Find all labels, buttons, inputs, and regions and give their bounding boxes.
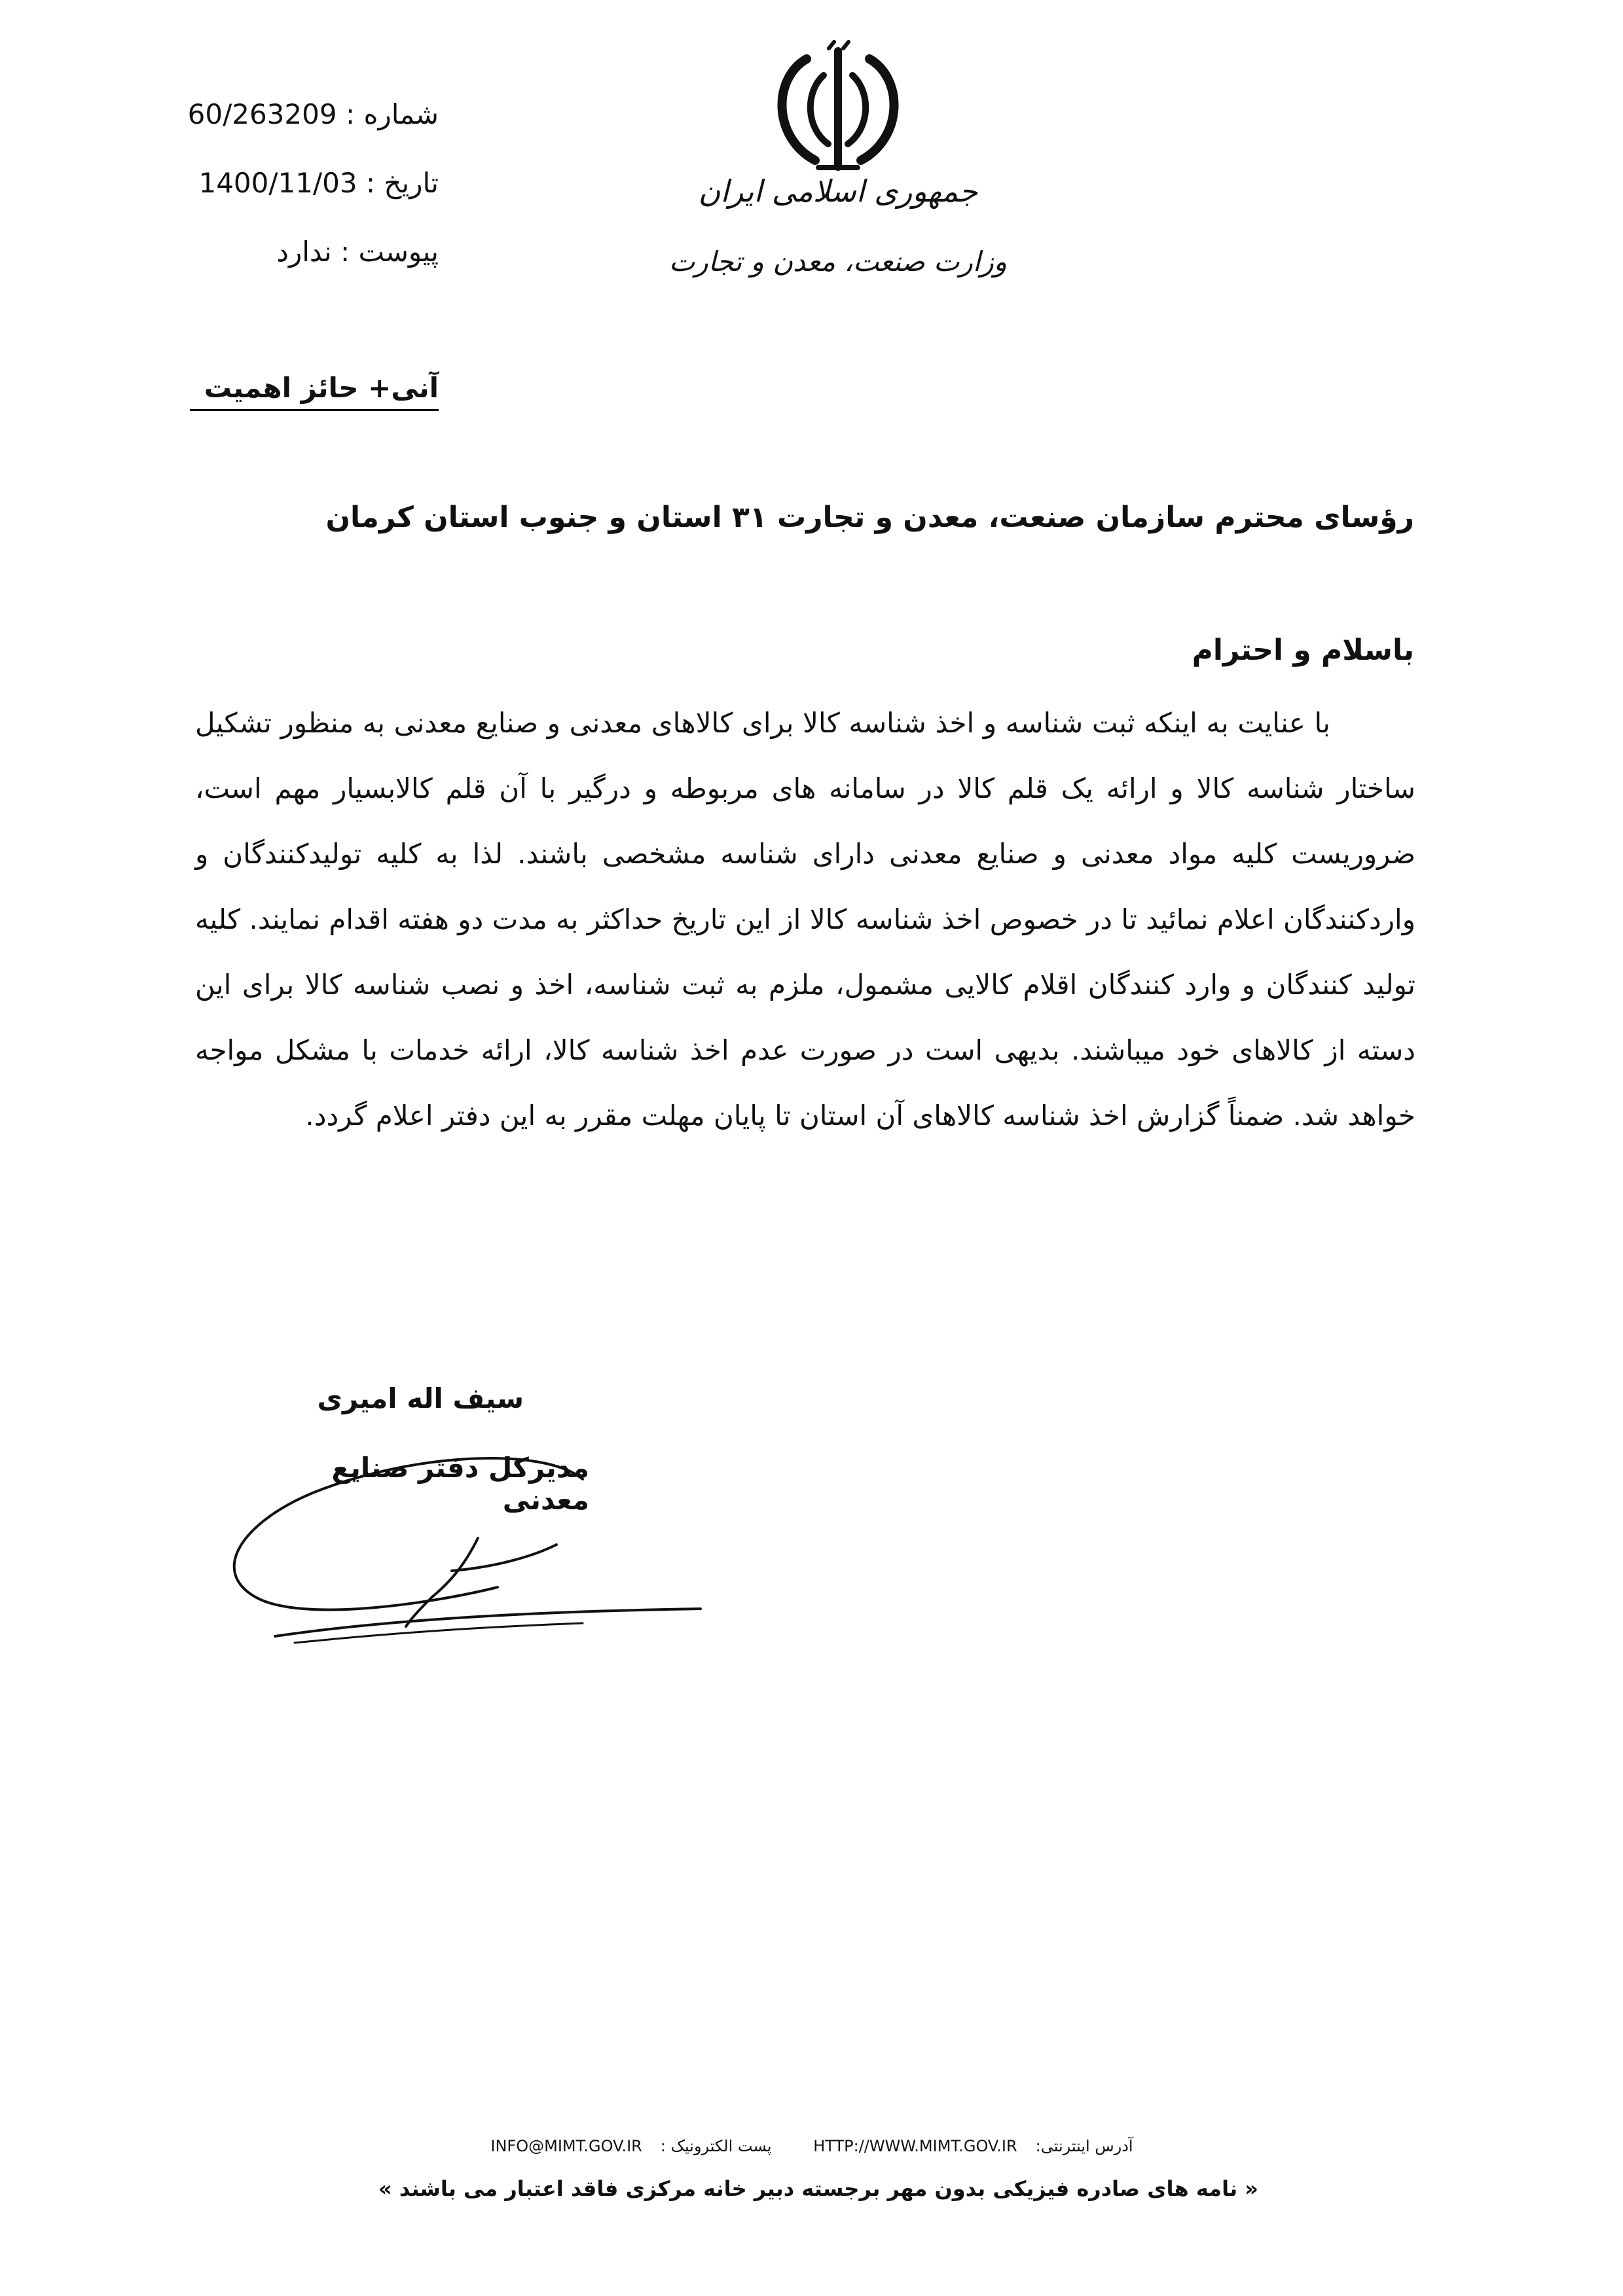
website-label: آدرس اینترنتی: — [1035, 2137, 1133, 2155]
letter-body — [195, 691, 1415, 1149]
email-block — [481, 2137, 780, 2155]
recipient: رؤسای محترم سازمان صنعت، معدن و تجارت ۳۱ استان و جنوب استان کرمان — [325, 501, 1414, 534]
greeting: باسلام و احترام — [1192, 634, 1414, 667]
country-name: جمهوری اسلامی ایران — [698, 173, 978, 209]
handwritten-signature — [216, 1440, 714, 1656]
email-link[interactable]: INFO@MIMT.GOV.IR — [490, 2137, 642, 2155]
signer-name: سیف اله امیری — [317, 1382, 524, 1414]
website-block — [799, 2137, 1142, 2155]
letter-number-label: شماره : — [345, 98, 439, 130]
letter-date — [131, 167, 439, 199]
signer-title: مدیرکل دفتر صنایع معدنی — [331, 1452, 589, 1516]
letter-body-text: با عنایت به اینکه ثبت شناسه و اخذ شناسه کالا برای کالاهای معدنی و صنایع معدنی به منظور تشکیل ساختار شناسه کالا و ارائه یک قلم کالا در سامانه های مربوطه و درگیر با آن قلم کالابسیار مهم است، ضروریست کلیه مواد معدنی و صنایع معدنی دارای شناسه مشخصی باشند. لذا به کلیه تولیدکنندگان و واردکنندگان اعلام نمائید تا در خصوص اخذ شناسه کالا از این تاریخ حداکثر به مدت دو هفته اقدام نمایند. کلیه تولید کنندگان و وارد کنندگان اقلام کالایی مشمول، ملزم به ثبت شناسه، اخذ و نصب شناسه کالا برای این دسته از کالاهای خود میباشند. بدیهی است در صورت عدم اخذ شناسه کالا، ارائه خدمات با مشکل مواجه خواهد شد. ضمناً گزارش اخذ شناسه کالاهای آن استان تا پایان مهلت مقرر به این دفتر اعلام گردد. — [195, 707, 1415, 1132]
priority-label: آنی+ حائز اهمیت — [190, 372, 439, 411]
letter-attachment-value: ندارد — [276, 236, 332, 268]
iran-emblem-icon — [766, 39, 910, 177]
ministry-name: وزارت صنعت، معدن و تجارت — [668, 245, 1008, 278]
letter-number — [131, 98, 439, 130]
letter-attachment-label: پیوست : — [340, 236, 439, 268]
email-label: پست الکترونیک : — [660, 2137, 772, 2155]
letter-attachment — [131, 236, 439, 268]
letter-number-value: 60/263209 — [187, 98, 337, 130]
footer-contacts — [419, 2137, 1205, 2155]
footer-note: « نامه های صادره فیزیکی بدون مهر برجسته دبیر خانه مرکزی فاقد اعتبار می باشند » — [378, 2176, 1258, 2201]
letter-date-label: تاریخ : — [365, 167, 439, 199]
letter-date-value: 1400/11/03 — [198, 167, 357, 199]
website-link[interactable]: HTTP://WWW.MIMT.GOV.IR — [813, 2137, 1017, 2155]
